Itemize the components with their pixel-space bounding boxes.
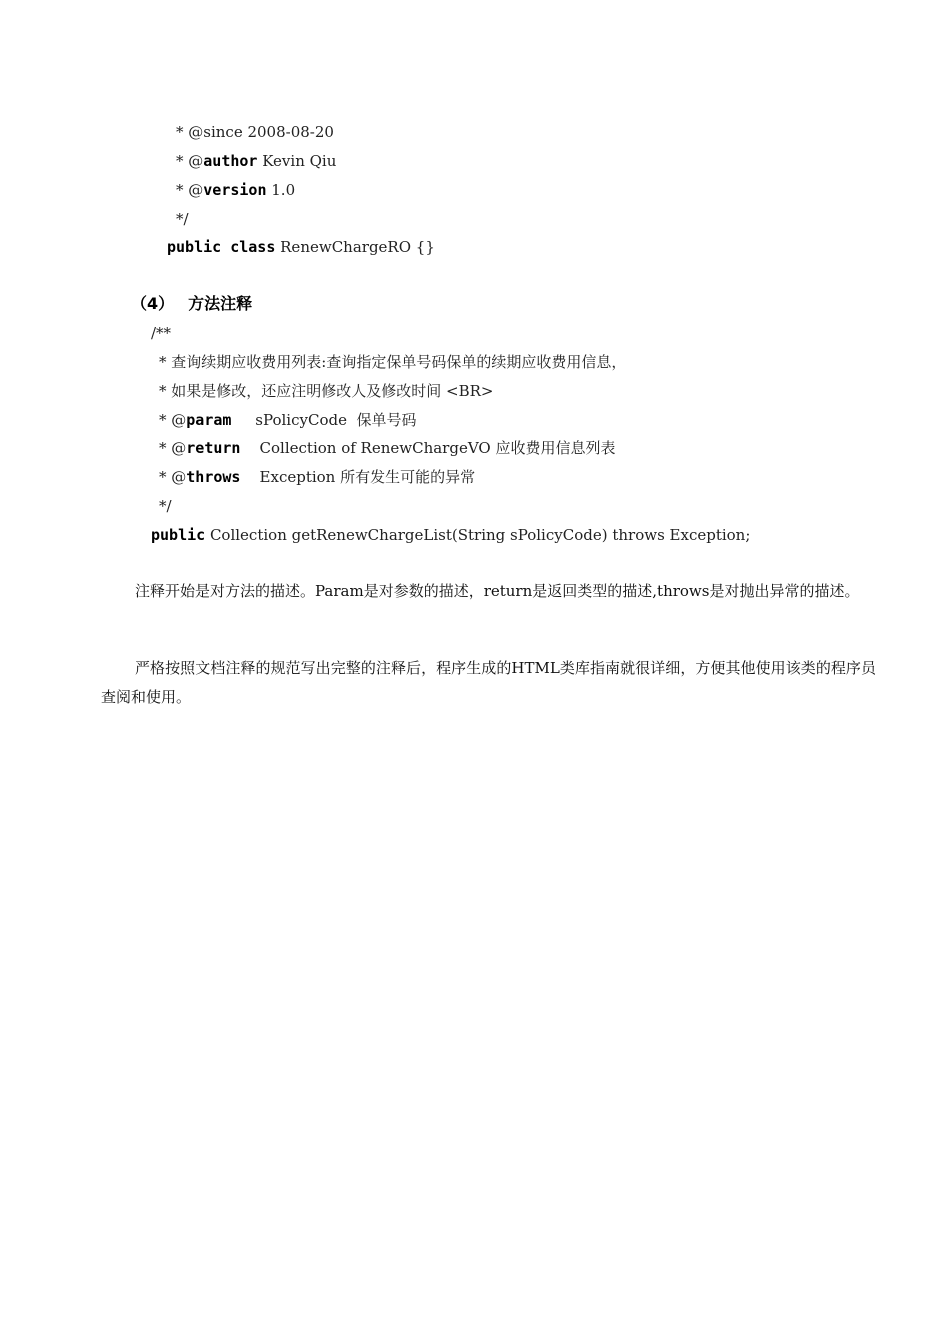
section-heading bbox=[131, 293, 252, 315]
version-prefix: * @ bbox=[176, 181, 204, 199]
throws-prefix: * @ bbox=[159, 468, 187, 486]
body-paragraph-1: 注释开始是对方法的描述。Param是对参数的描述，return是返回类型的描述,throws是对抛出异常的描述。 bbox=[135, 582, 860, 600]
return-prefix: * @ bbox=[159, 439, 187, 457]
class-decl-rest: RenewChargeRO {} bbox=[275, 238, 435, 256]
author-value: Kevin Qiu bbox=[257, 152, 337, 170]
method-declaration bbox=[151, 525, 750, 545]
version-tag: version bbox=[203, 181, 267, 199]
method-comment-close: */ bbox=[159, 497, 172, 515]
class-decl-keywords: public class bbox=[167, 238, 276, 256]
method-comment-open: /** bbox=[151, 324, 172, 342]
body-paragraph-2: 严格按照文档注释的规范写出完整的注释后，程序生成的HTML类库指南就很详细，方便其他使用该类的程序员查阅和使用。 bbox=[101, 659, 876, 706]
throws-value: Exception 所有发生可能的异常 bbox=[240, 468, 476, 486]
section-number: （4） bbox=[131, 294, 175, 313]
param-prefix: * @ bbox=[159, 411, 187, 429]
version-value: 1.0 bbox=[266, 181, 296, 199]
class-comment-close: */ bbox=[176, 210, 189, 228]
version-line bbox=[176, 180, 295, 200]
method-decl-rest: Collection getRenewChargeList(String sPolicyCode) throws Exception; bbox=[205, 526, 751, 544]
param-value: sPolicyCode 保单号码 bbox=[231, 411, 417, 429]
method-desc-line-1: * 查询续期应收费用列表:查询指定保单号码保单的续期应收费用信息， bbox=[159, 353, 627, 371]
class-declaration bbox=[167, 237, 435, 257]
author-line bbox=[176, 151, 336, 171]
method-decl-keyword: public bbox=[151, 526, 206, 544]
return-line bbox=[159, 438, 615, 458]
throws-line bbox=[159, 467, 475, 487]
throws-tag: throws bbox=[186, 468, 241, 486]
method-desc-line-2: * 如果是修改，还应注明修改人及修改时间 <BR> bbox=[159, 382, 494, 400]
section-title: 方法注释 bbox=[188, 294, 253, 313]
since-line: * @since 2008-08-20 bbox=[176, 123, 334, 141]
param-line bbox=[159, 410, 416, 430]
return-value: Collection of RenewChargeVO 应收费用信息列表 bbox=[240, 439, 616, 457]
author-tag: author bbox=[203, 152, 258, 170]
param-tag: param bbox=[186, 411, 232, 429]
author-prefix: * @ bbox=[176, 152, 204, 170]
return-tag: return bbox=[186, 439, 241, 457]
